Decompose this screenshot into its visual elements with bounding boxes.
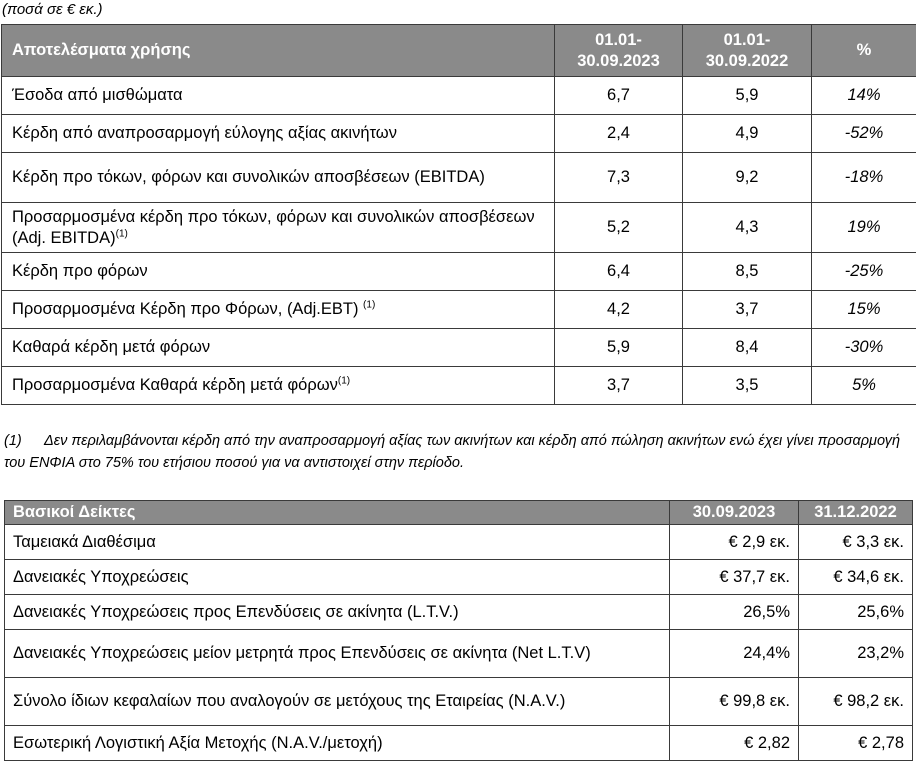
table-row [2,77,916,115]
value-2022: 8,4 [683,329,812,367]
table-row [5,525,913,560]
value-2022: 3,7 [683,291,812,329]
value-pct: 14% [812,77,916,115]
value-2023: 2,4 [555,115,683,153]
row-label: Κέρδη προ τόκων, φόρων και συνολικών αποσβέσεων (EBITDA) [2,153,555,203]
value-col2: 25,6% [799,595,913,630]
value-pct: -30% [812,329,916,367]
table-row [2,367,916,405]
row-label: Δανειακές Υποχρεώσεις μείον μετρητά προς Επενδύσεις σε ακίνητα (Net L.T.V) [5,630,670,678]
value-2023: 3,7 [555,367,683,405]
footnote-ref: (1) [363,299,376,311]
value-col2: € 34,6 εκ. [799,560,913,595]
row-label: Ταμειακά Διαθέσιμα [5,525,670,560]
value-2023: 7,3 [555,153,683,203]
table-row [5,678,913,726]
value-2022: 4,9 [683,115,812,153]
row-label: Κέρδη προ φόρων [2,253,555,291]
row-label: Προσαρμοσμένα Καθαρά κέρδη μετά φόρων$^{(1)}$ [2,367,555,405]
table-row [2,253,916,291]
footnote-mark: (1) [4,433,22,449]
results-table [1,24,916,405]
footnote-ref: (1) [337,375,351,387]
indicators-header-col1: 30.09.2023 [670,501,799,525]
value-col1: € 2,82 [670,726,799,761]
value-2023: 6,4 [555,253,683,291]
row-label: Εσωτερική Λογιστική Αξία Μετοχής (N.A.V./μετοχή) [5,726,670,761]
indicators-header-col2: 31.12.2022 [799,501,913,525]
footnote-ref: (1) [115,228,128,239]
table-row [5,630,913,678]
value-2023: 5,2 [555,203,683,253]
amounts-caption: (ποσά σε € εκ.) [2,1,103,18]
row-label: Καθαρά κέρδη μετά φόρων [2,329,555,367]
footnote-text: Δεν περιλαμβάνονται κέρδη από την αναπροσαρμογή αξίας των ακινήτων και κέρδη από πώληση ακινήτων ενώ έχει γίνει προσαρμογή του ΕΝΦΙΑ στο 75% του ετήσιου ποσού για να αντιστοιχεί στην περίοδο. [4,433,901,471]
value-col2: € 3,3 εκ. [799,525,913,560]
value-pct: 19% [812,203,916,253]
value-col1: € 2,9 εκ. [670,525,799,560]
indicators-table [4,500,913,761]
row-label: Κέρδη από αναπροσαρμογή εύλογης αξίας ακινήτων [2,115,555,153]
results-header-row [2,25,916,77]
footnote [4,430,914,474]
table-row [5,726,913,761]
table-row [2,115,916,153]
table-row [2,329,916,367]
table-row [5,595,913,630]
row-label: Προσαρμοσμένα κέρδη προ τόκων, φόρων και συνολικών αποσβέσεων (Adj. EBITDA)$^{(1)}$ [2,203,555,253]
table-row [2,203,916,253]
value-2023: 6,7 [555,77,683,115]
table-row [2,153,916,203]
results-header-label: Αποτελέσματα χρήσης [2,25,555,77]
row-label: Προσαρμοσμένα Κέρδη προ Φόρων, (Adj.EBT) $^{(1)}$ [2,291,555,329]
value-2023: 4,2 [555,291,683,329]
value-col1: 24,4% [670,630,799,678]
value-pct: 15% [812,291,916,329]
value-pct: 5% [812,367,916,405]
value-2022: 3,5 [683,367,812,405]
table-row [5,560,913,595]
value-col2: 23,2% [799,630,913,678]
row-label: Σύνολο ίδιων κεφαλαίων που αναλογούν σε μετόχους της Εταιρείας (N.A.V.) [5,678,670,726]
value-2022: 4,3 [683,203,812,253]
row-label: Έσοδα από μισθώματα [2,77,555,115]
value-2022: 9,2 [683,153,812,203]
results-header-2023: 01.01- 30.09.2023 [555,25,683,77]
value-2022: 8,5 [683,253,812,291]
value-col1: € 99,8 εκ. [670,678,799,726]
table-row [2,291,916,329]
value-col2: € 98,2 εκ. [799,678,913,726]
row-label: Δανειακές Υποχρεώσεις προς Επενδύσεις σε ακίνητα (L.T.V.) [5,595,670,630]
value-col1: 26,5% [670,595,799,630]
value-pct: -25% [812,253,916,291]
results-header-2022: 01.01- 30.09.2022 [683,25,812,77]
value-2022: 5,9 [683,77,812,115]
value-col1: € 37,7 εκ. [670,560,799,595]
value-pct: -52% [812,115,916,153]
value-col2: € 2,78 [799,726,913,761]
value-pct: -18% [812,153,916,203]
value-2023: 5,9 [555,329,683,367]
row-label: Δανειακές Υποχρεώσεις [5,560,670,595]
indicators-header-label: Βασικοί Δείκτες [5,501,670,525]
results-header-pct: % [812,25,916,77]
indicators-header-row [5,501,913,525]
